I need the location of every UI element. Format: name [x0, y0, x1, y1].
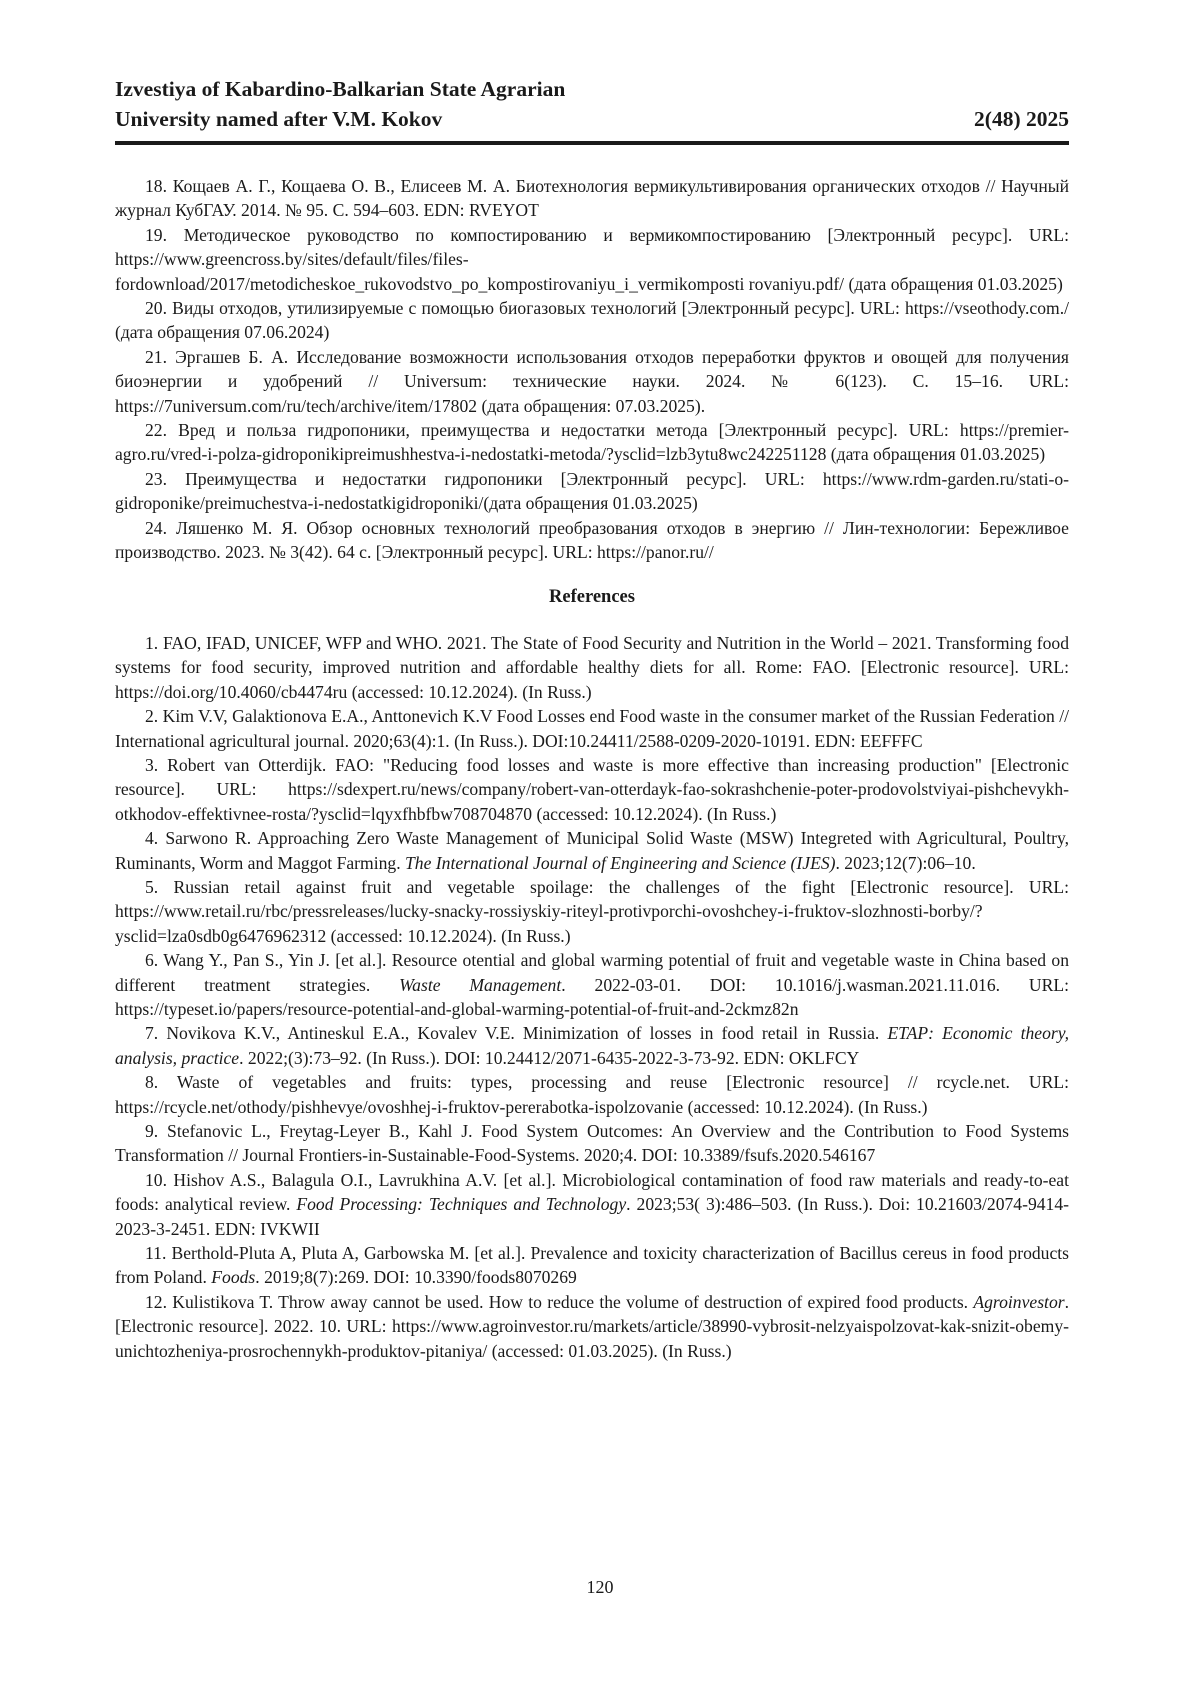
page-number: 120	[586, 1577, 614, 1597]
reference-item	[115, 1290, 1069, 1363]
reference-text: Виды отходов, утилизируемые с помощью биогазовых технологий [Электронный ресурс]. URL: https://vseothody.com./ (дата обращения 07.06.2024)	[115, 298, 1069, 343]
reference-number: 2.	[145, 706, 159, 727]
journal-title-line2: University named after V.M. Kokov	[115, 107, 443, 131]
reference-number: 3.	[145, 754, 159, 775]
reference-item	[115, 1119, 1069, 1168]
journal-header	[115, 74, 1069, 134]
reference-text: Wang Y., Pan S., Yin J. [et al.]. Resource otential and global warming potential of fruit and vegetable waste in China based on different treatment strategies.	[115, 950, 1069, 995]
reference-number: 11.	[145, 1243, 167, 1264]
issue-number: 2(48) 2025	[974, 107, 1069, 131]
reference-item	[115, 753, 1069, 826]
reference-number: 12.	[145, 1291, 167, 1312]
reference-number: 24.	[145, 517, 167, 538]
reference-item	[115, 516, 1069, 565]
reference-text: Kim V.V, Galaktionova E.A., Anttonevich K.V Food Losses end Food waste in the consumer market of the Russian Federation // International agricultural journal. 2020;63(4):1. (In Russ.). DOI:10.24411/2588-0209-2020-10191. EDN: EEFFFC	[115, 706, 1069, 751]
reference-text: Kulistikova T. Throw away cannot be used. How to reduce the volume of destruction of expired food products.	[172, 1291, 974, 1312]
reference-text: Robert van Otterdijk. FAO: "Reducing food losses and waste is more effective than increasing production" [Electronic resource]. URL: https://sdexpert.ru/news/company/robert-van-otterdayk-fao-sokrashchenie-poter-prodovolstviyai-pishchevykh-otkhodov-effektivnee-rosta/?ysclid=lqyxfhbfbw708704870 (accessed: 10.12.2024). (In Russ.)	[115, 754, 1069, 824]
reference-item	[115, 296, 1069, 345]
reference-text: Методическое руководство по компостированию и вермикомпостированию [Электронный ресурс]. URL: https://www.greencross.by/sites/default/files/files-fordownload/2017/metodicheskoe_rukovodstvo_po_kompostirovaniyu_i_vermikomposti rovaniyu.pdf/ (дата обращения 01.03.2025)	[115, 224, 1069, 294]
reference-source-title: The International Journal of Engineering and Science (IJES)	[405, 852, 836, 873]
reference-source-title: Food Processing: Techniques and Technology	[296, 1194, 627, 1215]
reference-text: Russian retail against fruit and vegetable spoilage: the challenges of the fight [Electronic resource]. URL: https://www.retail.ru/rbc/pressreleases/lucky-snacky-rossiyskiy-riteyl-protivporchi-ovoshchey-i-fruktov-slozhnosti-borby/?ysclid=lza0sdb0g6476962312 (accessed: 10.12.2024). (In Russ.)	[115, 876, 1069, 946]
reference-number: 6.	[145, 950, 159, 971]
reference-text: FAO, IFAD, UNICEF, WFP and WHO. 2021. The State of Food Security and Nutrition in the World – 2021. Transforming food systems for food security, improved nutrition and affordable healthy diets for all. Rome: FAO. [Electronic resource]. URL: https://doi.org/10.4060/cb4474ru (accessed: 10.12.2024). (In Russ.)	[115, 632, 1069, 702]
reference-item	[115, 467, 1069, 516]
reference-details: . 2022;(3):73–92. (In Russ.). DOI: 10.24412/2071-6435-2022-3-73-92. EDN: OKLFCY	[239, 1047, 860, 1068]
reference-item	[115, 1241, 1069, 1290]
reference-number: 22.	[145, 420, 167, 441]
reference-number: 1.	[145, 632, 159, 653]
reference-source-title: Foods	[211, 1267, 256, 1288]
reference-item	[115, 1168, 1069, 1241]
reference-text: Hishov A.S., Balagula O.I., Lavrukhina A.V. [et al.]. Microbiological contamination of food raw materials and ready-to-eat foods: analytical review.	[115, 1169, 1070, 1215]
reference-details: . 2019;8(7):269. DOI: 10.3390/foods8070269	[255, 1267, 577, 1288]
reference-text: Кощаев А. Г., Кощаева О. В., Елисеев М. А. Биотехнология вермикультивирования органических отходов // Научный журнал КубГАУ. 2014. № 95. С. 594–603. EDN: RVEYOT	[115, 176, 1069, 221]
reference-number: 20.	[145, 298, 167, 319]
reference-details: . [Electronic resource]. 2022. 10. URL: https://www.agroinvestor.ru/markets/article/38990-vybrosit-nelzyaispolzovat-kak-snizit-obemy-unichtozheniya-prosrochennykh-produktov-pitaniya/ (accessed: 01.03.2025). (In Russ.)	[115, 1291, 1069, 1361]
reference-number: 21.	[145, 346, 167, 367]
reference-content	[115, 174, 1069, 1363]
reference-item	[115, 826, 1069, 875]
reference-number: 10.	[145, 1169, 167, 1190]
reference-number: 9.	[145, 1121, 159, 1142]
reference-number: 19.	[145, 224, 167, 245]
reference-number: 7.	[145, 1023, 159, 1044]
reference-source-title: Waste Management	[399, 974, 562, 995]
reference-details: . 2022-03-01. DOI: 10.1016/j.wasman.2021.11.016. URL: https://typeset.io/papers/resource-potential-and-global-warming-potential-of-fruit-and-2ckmz82n	[115, 974, 1069, 1019]
reference-item	[115, 174, 1069, 223]
reference-item	[115, 948, 1069, 1021]
reference-item	[115, 704, 1069, 753]
reference-item	[115, 345, 1069, 418]
reference-item	[115, 631, 1069, 704]
reference-number: 23.	[145, 468, 167, 489]
journal-title-line1: Izvestiya of Kabardino-Balkarian State Agrarian	[115, 77, 566, 101]
reference-number: 4.	[145, 828, 159, 849]
reference-text: Ляшенко М. Я. Обзор основных технологий преобразования отходов в энергию // Лин-технологии: Бережливое производство. 2023. № 3(42). 64 с. [Электронный ресурс]. URL: https://panor.ru//	[115, 517, 1069, 563]
reference-item	[115, 223, 1069, 296]
reference-details: . 2023;53( 3):486–503. (In Russ.). Doi: 10.21603/2074-9414-2023-3-2451. EDN: IVKWII	[115, 1194, 1070, 1239]
reference-item	[115, 1021, 1069, 1070]
reference-text: Вред и польза гидропоники, преимущества и недостатки метода [Электронный ресурс]. URL: https://premier-agro.ru/vred-i-polza-gidroponikipreimushhestva-i-nedostatki-metoda/?ysclid=lzb3ytu8wc242251128 (дата обращения 01.03.2025)	[115, 420, 1069, 465]
reference-number: 8.	[145, 1072, 159, 1093]
reference-details: . 2023;12(7):06–10.	[835, 852, 976, 873]
reference-text: Waste of vegetables and fruits: types, processing and reuse [Electronic resource] // rcycle.net. URL: https://rcycle.net/othody/pishhevye/ovoshhej-i-fruktov-pererabotka-ispolzovanie (accessed: 10.12.2024). (In Russ.)	[115, 1072, 1069, 1117]
english-reference-list	[115, 631, 1069, 1363]
reference-text: Novikova K.V., Antineskul E.A., Kovalev V.E. Minimization of losses in food retail in Russia.	[166, 1023, 888, 1044]
reference-text: Berthold-Pluta A, Pluta A, Garbowska M. [et al.]. Prevalence and toxicity characterization of Bacillus cereus in food products from Poland.	[115, 1243, 1069, 1288]
header-rule	[115, 141, 1069, 145]
references-heading: References	[549, 586, 635, 607]
reference-number: 18.	[145, 176, 167, 196]
reference-text: Преимущества и недостатки гидропоники [Электронный ресурс]. URL: https://www.rdm-garden.ru/stati-o-gidroponike/preimuchestva-i-nedostatkigidroponiki/(дата обращения 01.03.2025)	[115, 468, 1069, 514]
russian-reference-list	[115, 174, 1069, 565]
reference-item	[115, 418, 1069, 467]
reference-text: Stefanovic L., Freytag-Leyer B., Kahl J. Food System Outcomes: An Overview and the Contribution to Food Systems Transformation // Journal Frontiers-in-Sustainable-Food-Systems. 2020;4. DOI: 10.3389/fsufs.2020.546167	[115, 1121, 1069, 1166]
reference-source-title: Agroinvestor	[973, 1291, 1065, 1312]
reference-source-title: ETAP: Economic theory, analysis, practice	[115, 1023, 1069, 1068]
reference-number: 5.	[145, 876, 159, 897]
reference-text: Sarwono R. Approaching Zero Waste Management of Municipal Solid Waste (MSW) Integreted with Agricultural, Poultry, Ruminants, Worm and Maggot Farming.	[115, 828, 1069, 873]
reference-text: Эргашев Б. А. Исследование возможности использования отходов переработки фруктов и овощей для получения биоэнергии и удобрений // Universum: технические науки. 2024. № 6(123). С. 15–16. URL: https://7universum.com/ru/tech/archive/item/17802 (дата обращения: 07.03.2025).	[115, 346, 1069, 416]
reference-item	[115, 875, 1069, 948]
reference-item	[115, 1070, 1069, 1119]
